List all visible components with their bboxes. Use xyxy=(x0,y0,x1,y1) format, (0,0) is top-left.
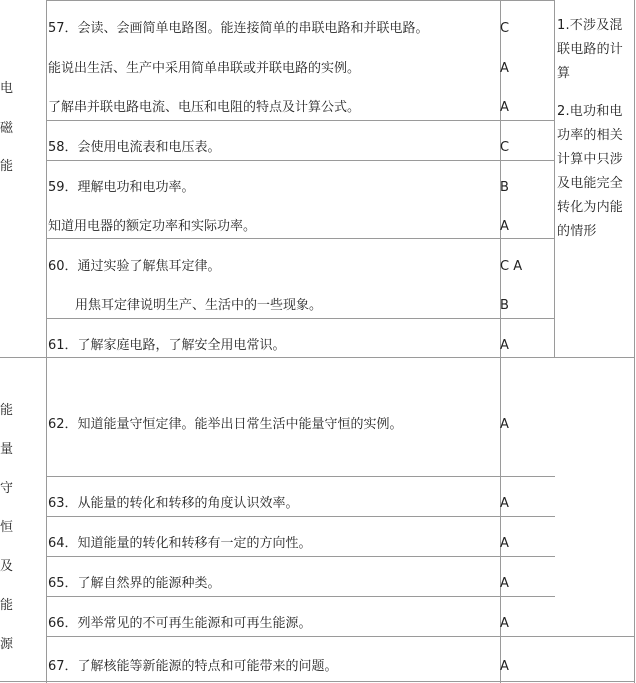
requirement-text: 66．列举常见的不可再生能源和可再生能源。 xyxy=(48,616,312,631)
row-divider xyxy=(46,318,555,319)
requirement-text: 用焦耳定律说明生产、生活中的一些现象。 xyxy=(75,298,323,313)
requirement-text: 知道用电器的额定功率和实际功率。 xyxy=(48,219,257,234)
grade-level: A xyxy=(500,338,509,353)
note-line: 的情形 xyxy=(557,224,597,239)
category-char: 量 xyxy=(0,442,14,457)
row-divider xyxy=(46,476,555,477)
category-char: 及 xyxy=(0,559,14,574)
requirement-text: 61．了解家庭电路，了解安全用电常识。 xyxy=(48,338,286,353)
requirement-text: 57．会读、会画简单电路图。能连接简单的串联电路和并联电路。 xyxy=(48,21,429,36)
note-line: 功率的相关 xyxy=(557,128,624,143)
category-char: 源 xyxy=(0,637,14,652)
grade-level: A xyxy=(500,219,509,234)
grade-level: C A xyxy=(500,259,523,274)
note-line: 1.不涉及混 xyxy=(557,18,623,33)
requirement-text: 62．知道能量守恒定律。能举出日常生活中能量守恒的实例。 xyxy=(48,417,403,432)
note-line: 计算中只涉 xyxy=(557,152,624,167)
grade-level: B xyxy=(500,298,509,313)
category-char: 电 xyxy=(0,81,14,96)
row-divider xyxy=(46,238,555,239)
row-divider xyxy=(46,596,555,597)
category-char: 磁 xyxy=(0,121,14,136)
category-char: 守 xyxy=(0,481,14,496)
requirement-text: 64．知道能量的转化和转移有一定的方向性。 xyxy=(48,536,312,551)
category-char: 能 xyxy=(0,403,14,418)
table-bottom-border xyxy=(0,681,635,682)
section-divider xyxy=(0,357,635,358)
grade-level: A xyxy=(500,659,509,674)
grade-level: C xyxy=(500,21,510,36)
column-divider xyxy=(554,0,555,357)
grade-level: A xyxy=(500,417,509,432)
note-line: 联电路的计 xyxy=(557,42,624,57)
requirement-text: 58．会使用电流表和电压表。 xyxy=(48,140,221,155)
requirement-text: 63．从能量的转化和转移的角度认识效率。 xyxy=(48,496,299,511)
column-divider xyxy=(634,0,635,683)
category-char: 恒 xyxy=(0,520,14,535)
category-char: 能 xyxy=(0,598,14,613)
requirement-text: 67．了解核能等新能源的特点和可能带来的问题。 xyxy=(48,659,338,674)
note-line: 2.电功和电 xyxy=(557,104,623,119)
requirement-text: 59．理解电功和电功率。 xyxy=(48,180,195,195)
requirement-text: 了解串并联电路电流、电压和电阻的特点及计算公式。 xyxy=(48,100,361,115)
grade-level: A xyxy=(500,100,509,115)
grade-level: B xyxy=(500,180,509,195)
grade-level: A xyxy=(500,496,509,511)
row-divider xyxy=(46,556,555,557)
row-divider xyxy=(46,0,555,1)
grade-level: A xyxy=(500,616,509,631)
grade-level: C xyxy=(500,140,510,155)
requirement-text: 60．通过实验了解焦耳定律。 xyxy=(48,259,221,274)
column-divider xyxy=(46,0,47,683)
grade-level: A xyxy=(500,576,509,591)
note-line: 及电能完全 xyxy=(557,176,624,191)
grade-level: A xyxy=(500,61,509,76)
row-divider xyxy=(46,120,555,121)
requirement-text: 65．了解自然界的能源种类。 xyxy=(48,576,221,591)
row-divider xyxy=(46,160,555,161)
note-line: 转化为内能 xyxy=(557,200,624,215)
grade-level: A xyxy=(500,536,509,551)
note-line: 算 xyxy=(557,66,571,81)
category-char: 能 xyxy=(0,159,14,174)
row-divider xyxy=(46,636,635,637)
requirement-text: 能说出生活、生产中采用简单串联或并联电路的实例。 xyxy=(48,61,361,76)
row-divider xyxy=(46,516,555,517)
